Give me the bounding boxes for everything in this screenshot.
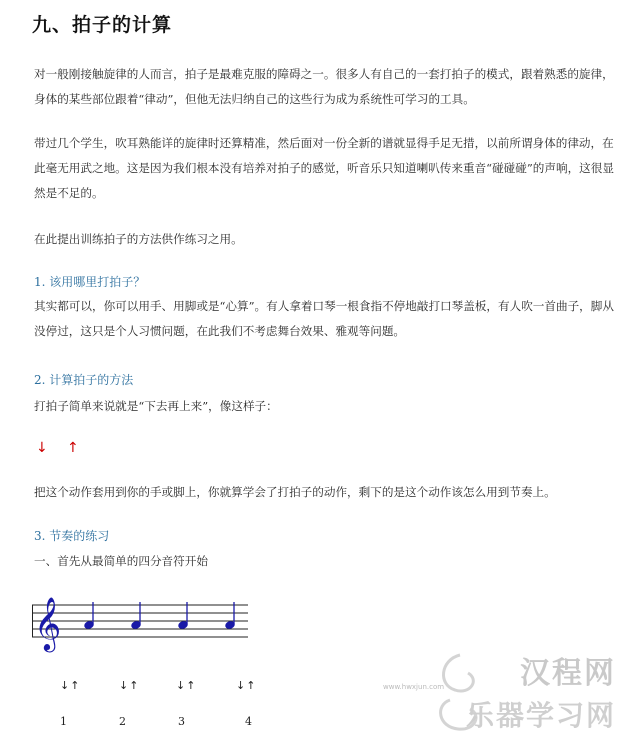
paragraph-counting-method: 打拍子简单来说就是“下去再上来”，像这样子：: [34, 399, 278, 413]
heading-rhythm-practice: 3. 节奏的练习: [34, 529, 110, 543]
beat-number-3: 3: [178, 715, 185, 728]
treble-clef-icon: 𝄞: [34, 596, 62, 650]
intro-paragraph-2: 带过几个学生，吹耳熟能详的旋律时还算精准，然后面对一份全新的谱就显得手足无措，以前所谓身体的律动，在此毫无用武之地。这是因为我们根本没有培养对拍子的感觉，听音乐只知道喇叭传来重音“碰碰碰”的声响，这很显然是不足的。: [34, 136, 614, 200]
intro-paragraph-1: 对一般刚接触旋律的人而言，拍子是最难克服的障碍之一。很多人有自己的一套打拍子的模式，跟着熟悉的旋律，身体的某些部位跟着“律动”，但他无法归纳自己的这些行为成为系统性可学习的工具。: [34, 67, 614, 106]
quarter-note: [178, 602, 188, 630]
subheading-quarter-notes: 一、首先从最简单的四分音符开始: [34, 554, 208, 568]
paragraph-apply-motion: 把这个动作套用到你的手或脚上，你就算学会了打拍子的动作，剩下的是这个动作该怎么用到节奏上。: [34, 485, 556, 499]
watermark-line-1: 汉程网: [520, 656, 616, 691]
beat-arrows-3: ↓↑: [176, 679, 197, 692]
section-title: 九、拍子的计算: [32, 14, 173, 36]
intro-paragraph-3: 在此提出训练拍子的方法供作练习之用。: [34, 232, 243, 246]
down-arrow-icon: ↓: [36, 440, 48, 456]
heading-counting-method: 2. 计算拍子的方法: [34, 373, 134, 387]
beat-number-1: 1: [60, 715, 67, 728]
quarter-note: [84, 602, 94, 630]
beat-arrows-4: ↓↑: [236, 679, 257, 692]
quarter-note: [131, 602, 141, 630]
heading-where-to-beat: 1. 该用哪里打拍子？: [34, 275, 146, 289]
beat-arrows-2: ↓↑: [119, 679, 140, 692]
watermark-url: www.hwxjun.com: [383, 683, 445, 691]
quarter-note: [225, 602, 235, 630]
paragraph-where-to-beat: 其实都可以，你可以用手、用脚或是“心算”。有人拿着口琴一根食指不停地敲打口琴盖板，有人吹一首曲子，脚从没停过，这只是个人习惯问题，在此我们不考虑舞台效果、雅观等问题。: [34, 299, 614, 338]
beat-arrows-1: ↓↑: [60, 679, 81, 692]
watermark-line-2: 乐器学习网: [465, 699, 616, 732]
music-staff: [32, 595, 252, 655]
up-arrow-icon: ↑: [67, 440, 79, 456]
beat-number-4: 4: [245, 715, 252, 728]
beat-number-2: 2: [119, 715, 126, 728]
